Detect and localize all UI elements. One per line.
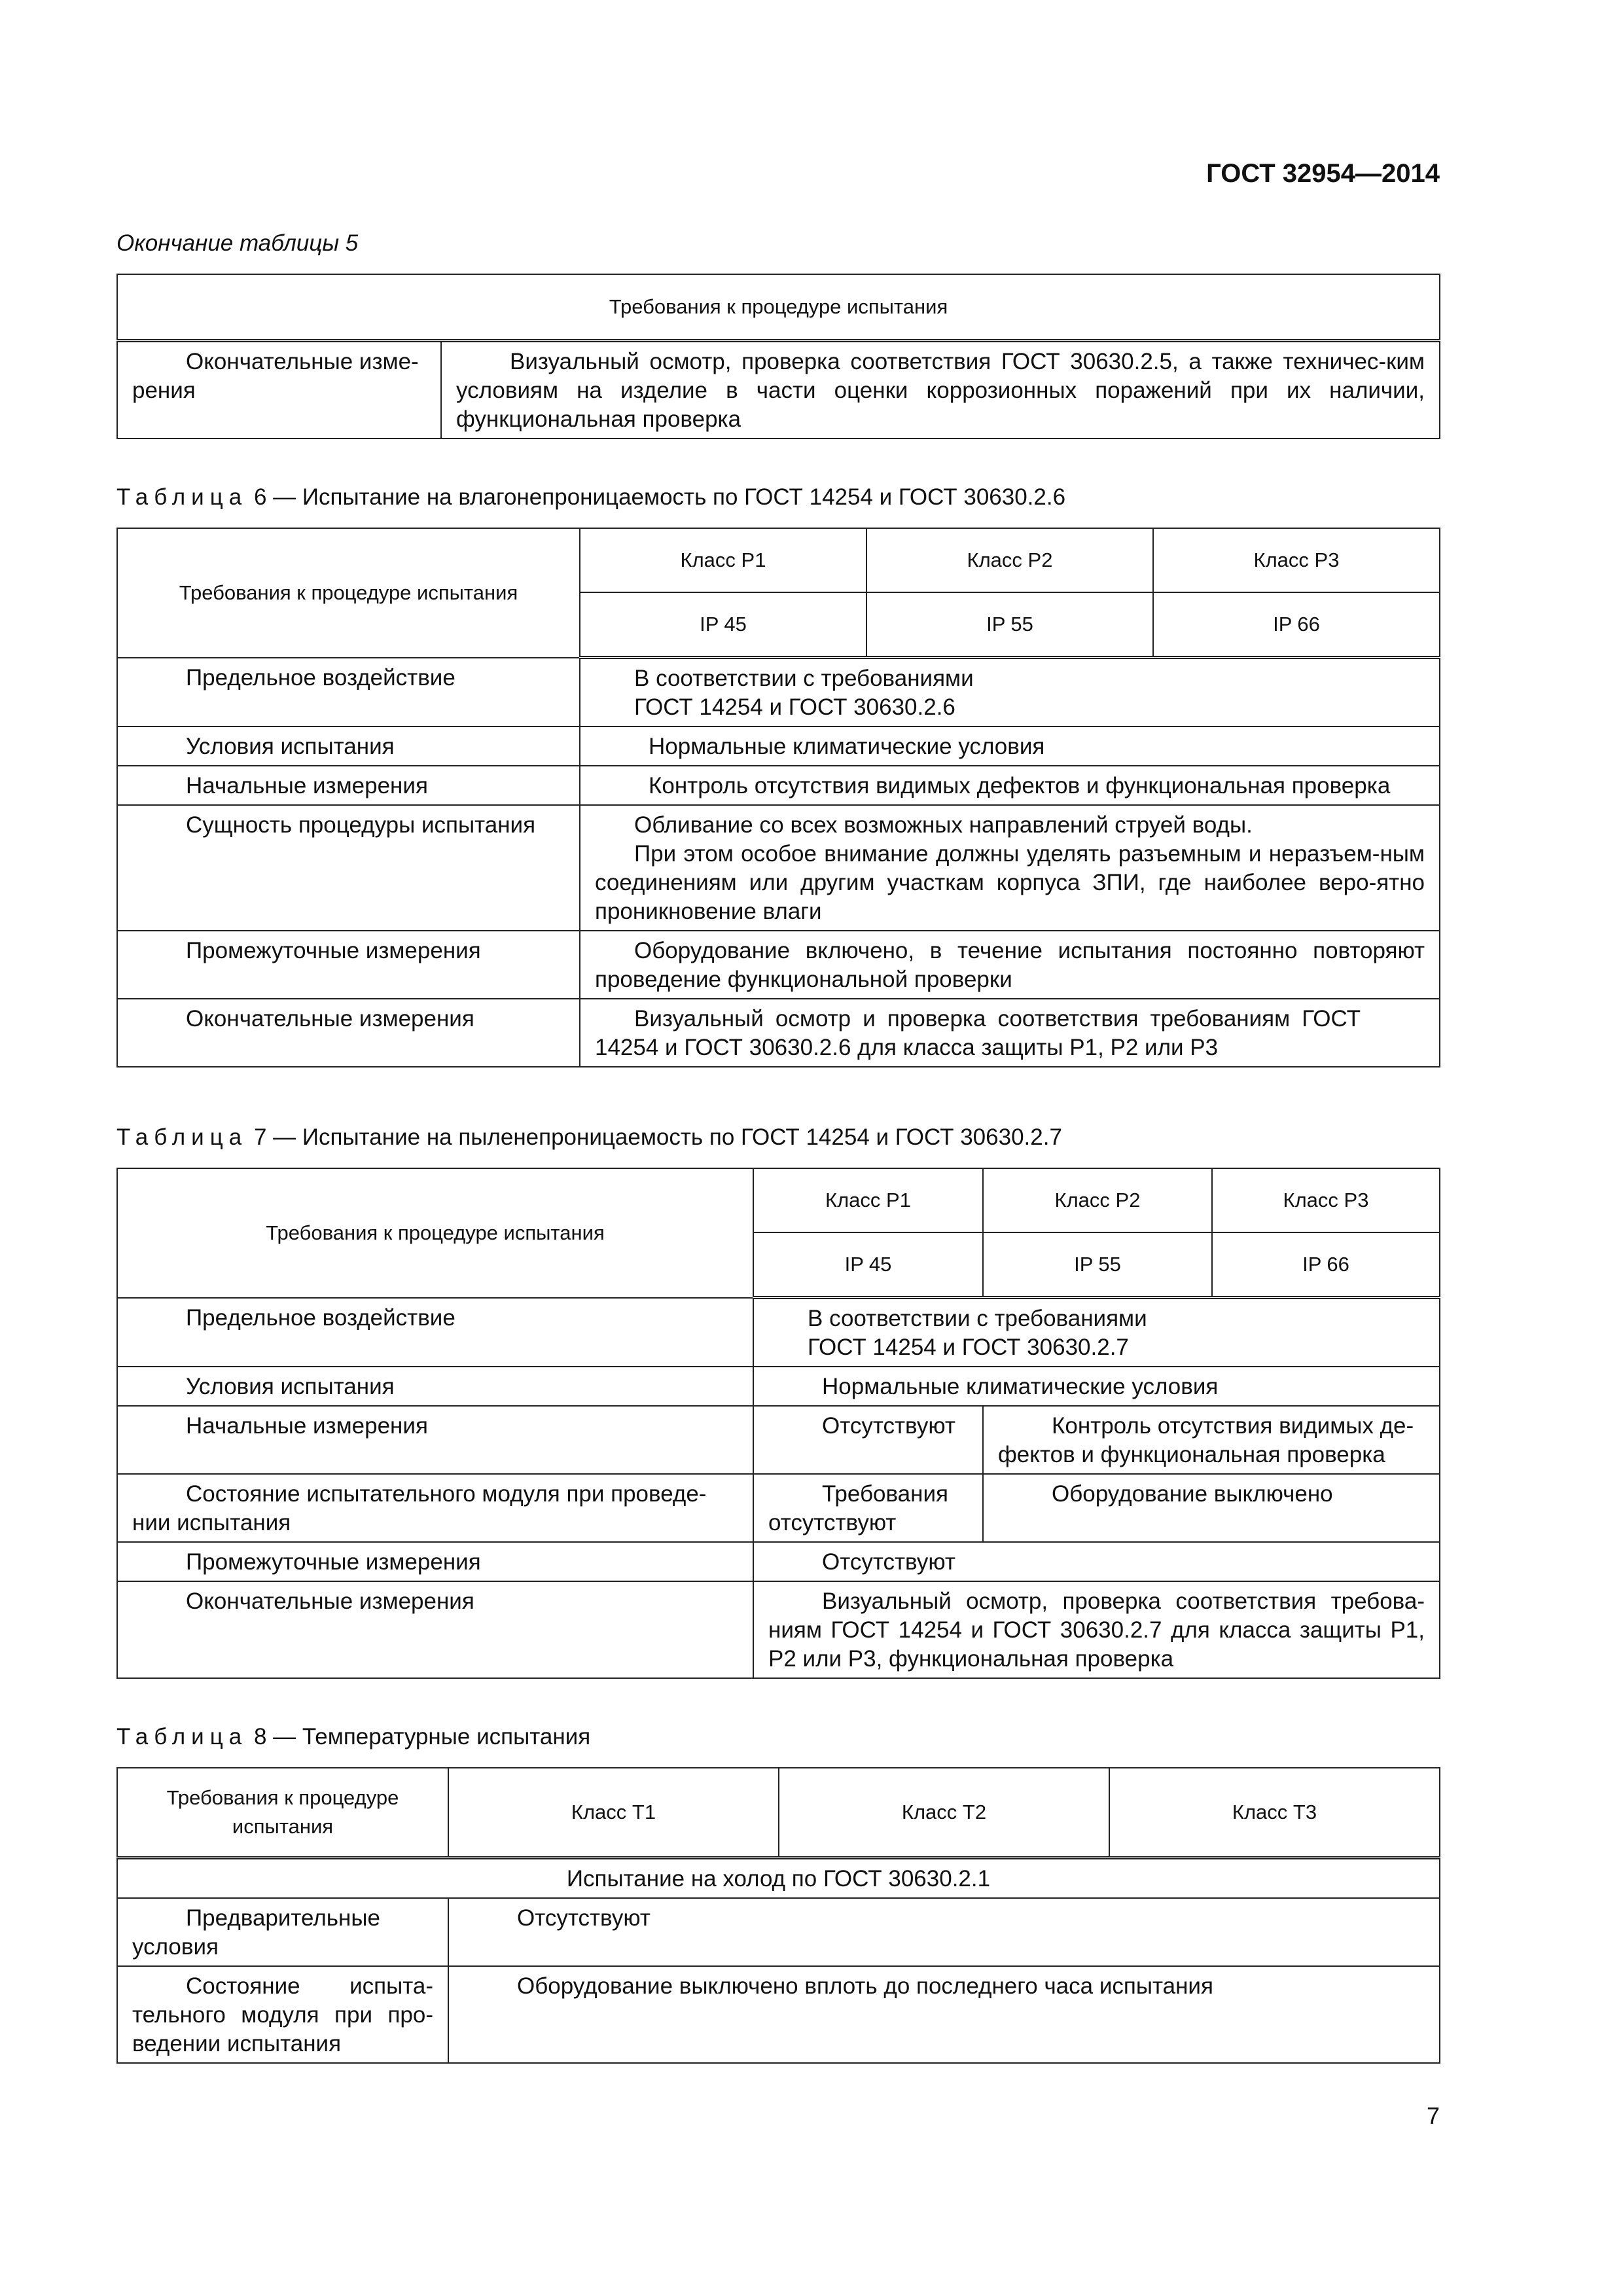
row-value: Нормальные климатические условия [753, 1367, 1440, 1406]
row-value: Контроль отсутствия видимых де-фектов и функциональная проверка [983, 1406, 1440, 1474]
ip-header: IP 66 [1212, 1232, 1440, 1298]
table-row [117, 1581, 1440, 1678]
table-row [117, 805, 1440, 931]
class-header: Класс Р3 [1212, 1168, 1440, 1232]
class-header: Класс Р2 [866, 528, 1153, 592]
row-value [580, 805, 1440, 931]
class-header: Класс Т2 [779, 1768, 1109, 1858]
caption-word: Таблица [116, 1724, 248, 1749]
caption-text: 7 — Испытание на пыленепроницаемость по ГОСТ 14254 и ГОСТ 30630.2.7 [253, 1124, 1062, 1150]
value-paragraph: При этом особое внимание должны уделять разъемным и неразъем-ным соединениям или другим участкам корпуса ЗПИ, где наиболее веро-ятно проникновение влаги [595, 841, 1425, 924]
section-row [117, 1858, 1440, 1899]
row-value: Отсутствуют [753, 1542, 1440, 1581]
row-value: Оборудование включено, в течение испытания постоянно повторяют проведение функциональной проверки [580, 931, 1440, 999]
table-row [117, 1898, 1440, 1966]
table-row [117, 1474, 1440, 1542]
table7-caption [116, 1124, 1062, 1151]
ip-header: IP 45 [580, 592, 866, 658]
row-label: Окончательные измерения [117, 1581, 753, 1678]
row-value: В соответствии с требованиями ГОСТ 14254 и ГОСТ 30630.2.6 [580, 658, 1440, 727]
row-label: Окончательные измерения [117, 999, 580, 1067]
row-label: Окончательные изме-рения [117, 341, 441, 439]
table-row [117, 341, 1440, 439]
ip-header: IP 45 [753, 1232, 983, 1298]
row-value: В соответствии с требованиями ГОСТ 14254 и ГОСТ 30630.2.7 [753, 1298, 1440, 1367]
table-7 [116, 1168, 1440, 1679]
row-value: Нормальные климатические условия [580, 726, 1440, 766]
table-row [117, 1542, 1440, 1581]
class-header: Класс Р1 [753, 1168, 983, 1232]
table5-caption: Окончание таблицы 5 [116, 230, 359, 256]
row-label: Начальные измерения [117, 1406, 753, 1474]
row-label: Промежуточные измерения [117, 1542, 753, 1581]
table-5 [116, 274, 1440, 439]
section-title: Испытание на холод по ГОСТ 30630.2.1 [117, 1858, 1440, 1899]
table-row [117, 726, 1440, 766]
ip-header: IP 55 [983, 1232, 1212, 1298]
row-value: Контроль отсутствия видимых дефектов и функциональная проверка [580, 766, 1440, 805]
page-number: 7 [1426, 2102, 1440, 2129]
table8-caption [116, 1724, 590, 1750]
table-header-row [117, 528, 1440, 592]
table-header-row [117, 1168, 1440, 1232]
table-row [117, 766, 1440, 805]
table-8 [116, 1767, 1440, 2064]
class-header: Класс Р1 [580, 528, 866, 592]
table-header-row [117, 274, 1440, 341]
row-value: Визуальный осмотр, проверка соответствия ГОСТ 30630.2.5, а также техничес-ким условиям на изделие в части оценки коррозионных поражений при их наличии, функциональная проверка [441, 341, 1440, 439]
row-label: Предварительные условия [117, 1898, 448, 1966]
table6-caption [116, 484, 1065, 511]
table-row [117, 1298, 1440, 1367]
row-label: Условия испытания [117, 726, 580, 766]
table-header-row [117, 1768, 1440, 1858]
column-header: Требования к процедуре испытания [117, 528, 580, 658]
class-header: Класс Т1 [448, 1768, 779, 1858]
class-header: Класс Р2 [983, 1168, 1212, 1232]
table-row [117, 931, 1440, 999]
row-value: Отсутствуют [448, 1898, 1440, 1966]
table-row [117, 999, 1440, 1067]
row-value: Визуальный осмотр и проверка соответствия требованиям ГОСТ 14254 и ГОСТ 30630.2.6 для класса защиты Р1, Р2 или Р3 [580, 999, 1440, 1067]
document-id: ГОСТ 32954—2014 [1206, 159, 1440, 188]
table-row [117, 1406, 1440, 1474]
table-row [117, 1367, 1440, 1406]
row-value: Оборудование выключено [983, 1474, 1440, 1542]
table-6 [116, 528, 1440, 1067]
row-label: Промежуточные измерения [117, 931, 580, 999]
row-label: Предельное воздействие [117, 658, 580, 727]
column-header: Требования к процедуре испытания [117, 1768, 448, 1858]
caption-word: Таблица [116, 1124, 248, 1150]
class-header: Класс Т3 [1109, 1768, 1440, 1858]
table-row [117, 658, 1440, 727]
row-label: Состояние испыта-тельного модуля при про-ведении испытания [117, 1966, 448, 2063]
row-label: Сущность процедуры испытания [117, 805, 580, 931]
value-paragraph: Обливание со всех возможных направлений струей воды. [634, 812, 1253, 838]
caption-word: Таблица [116, 484, 248, 510]
caption-text: 8 — Температурные испытания [253, 1724, 591, 1749]
caption-text: 6 — Испытание на влагонепроницаемость по ГОСТ 14254 и ГОСТ 30630.2.6 [253, 484, 1066, 510]
row-value: Отсутствуют [753, 1406, 983, 1474]
row-value: Требования отсутствуют [753, 1474, 983, 1542]
column-header: Требования к процедуре испытания [117, 274, 1440, 341]
ip-header: IP 66 [1153, 592, 1440, 658]
row-label: Условия испытания [117, 1367, 753, 1406]
row-label: Начальные измерения [117, 766, 580, 805]
row-label: Предельное воздействие [117, 1298, 753, 1367]
row-label: Состояние испытательного модуля при проведе-нии испытания [117, 1474, 753, 1542]
row-value: Визуальный осмотр, проверка соответствия требова-ниям ГОСТ 14254 и ГОСТ 30630.2.7 для класса защиты Р1, Р2 или Р3, функциональная проверка [753, 1581, 1440, 1678]
column-header: Требования к процедуре испытания [117, 1168, 753, 1298]
table-row [117, 1966, 1440, 2063]
row-value: Оборудование выключено вплоть до последнего часа испытания [448, 1966, 1440, 2063]
class-header: Класс Р3 [1153, 528, 1440, 592]
ip-header: IP 55 [866, 592, 1153, 658]
